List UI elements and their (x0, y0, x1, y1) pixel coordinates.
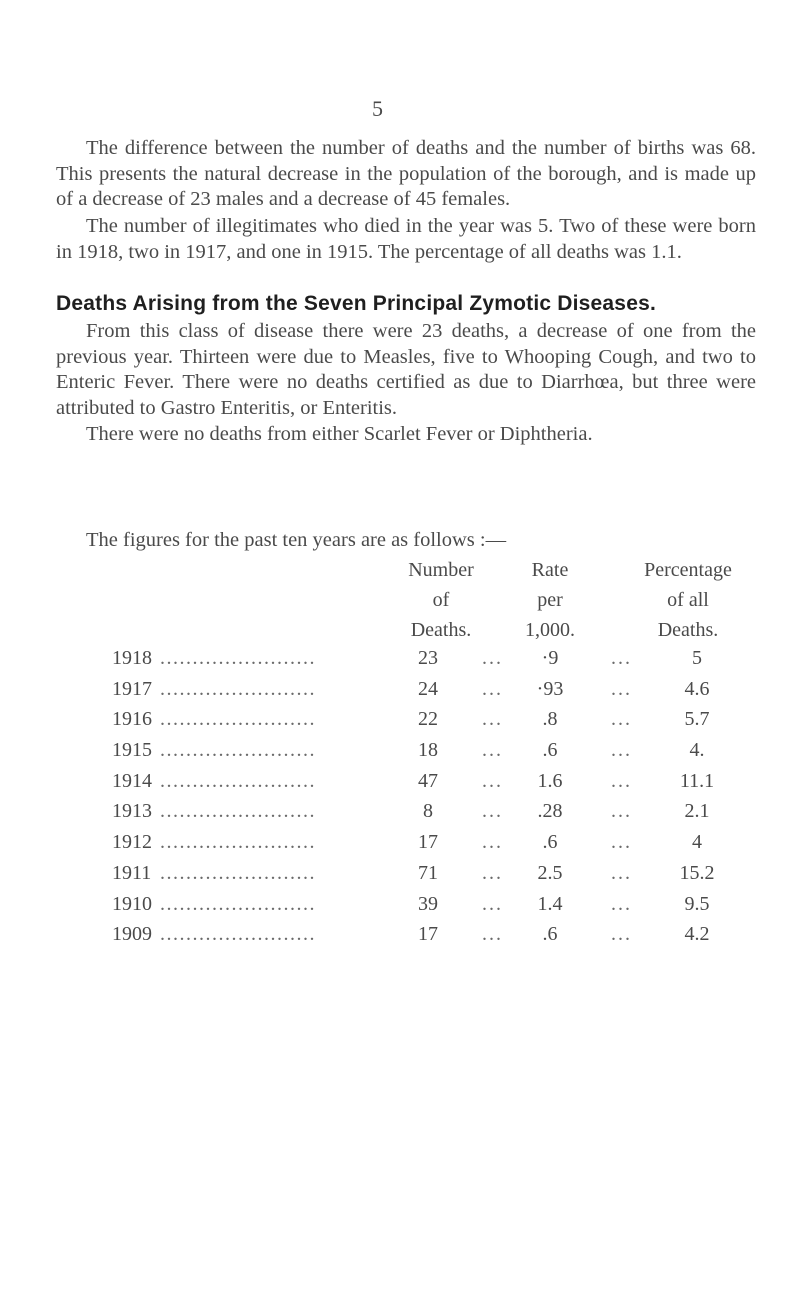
table-row (0, 862, 801, 893)
separator-dots: ... (482, 892, 503, 915)
separator-dots: ... (611, 831, 632, 854)
separator-dots: ... (482, 861, 503, 884)
table-row (0, 923, 801, 954)
separator-dots: ... (611, 923, 632, 946)
separator-dots: ... (482, 831, 503, 854)
column-header-number (386, 555, 496, 645)
number-cell: 22 (418, 708, 438, 731)
number-cell: 18 (418, 739, 438, 762)
rate-cell: ·9 (541, 647, 559, 669)
percentage-cell: 9.5 (684, 892, 710, 915)
year-cell: 1918 (112, 647, 152, 669)
separator-dots: ... (611, 647, 632, 669)
rate-cell: .6 (542, 923, 558, 946)
separator-dots: ... (611, 769, 632, 792)
year-cell: 1909 (112, 923, 152, 946)
number-cell: 17 (418, 831, 438, 854)
percentage-cell: 4.2 (684, 923, 710, 946)
year-cell: 1913 (112, 800, 152, 823)
separator-dots: ... (482, 708, 503, 731)
table-row (0, 831, 801, 862)
separator-dots: ... (611, 708, 632, 731)
leader-dots: ........................ (160, 647, 316, 669)
paragraph-text: There were no deaths from either Scarlet Fever or Diphtheria. (86, 423, 593, 445)
separator-dots: ... (482, 923, 503, 946)
leader-dots: ........................ (160, 831, 316, 854)
table-row (0, 708, 801, 739)
table-row (0, 770, 801, 801)
number-cell: 23 (418, 647, 438, 669)
column-header-percentage (618, 555, 758, 645)
separator-dots: ... (611, 861, 632, 884)
rate-cell: 1.6 (537, 769, 563, 792)
leader-dots: ........................ (160, 892, 316, 915)
rate-cell: .28 (537, 800, 563, 823)
leader-dots: ........................ (160, 769, 316, 792)
separator-dots: ... (611, 892, 632, 915)
rate-cell: .6 (542, 831, 558, 854)
number-cell: 8 (423, 800, 433, 823)
leader-dots: ........................ (160, 923, 316, 946)
table-row (0, 800, 801, 831)
year-cell: 1916 (112, 708, 152, 731)
leader-dots: ........................ (160, 739, 316, 762)
separator-dots: ... (482, 647, 503, 669)
table-intro (56, 528, 756, 554)
paragraph-text: The number of illegitimates who died in the year was 5. Two of these were born in 1918, two in 1917, and one in 1915. The percentage of all deaths was 1.1. (56, 215, 756, 263)
percentage-cell: 2.1 (684, 800, 710, 823)
deaths-table (0, 647, 801, 954)
separator-dots: ... (611, 739, 632, 762)
leader-dots: ........................ (160, 861, 316, 884)
paragraph-illegitimates (56, 214, 756, 265)
percentage-cell: 5.7 (684, 708, 710, 731)
paragraph-text: The figures for the past ten years are as follows :— (86, 529, 507, 551)
percentage-cell: 5 (692, 647, 702, 669)
percentage-cell: 15.2 (679, 861, 715, 884)
page-number: 5 (372, 96, 383, 121)
table-row (0, 893, 801, 924)
rate-cell: 1.4 (537, 892, 563, 915)
table-row (0, 739, 801, 770)
header-line: Rate (531, 559, 569, 581)
rate-cell: ·93 (536, 677, 564, 700)
leader-dots: ........................ (160, 800, 316, 823)
leader-dots: ........................ (160, 708, 316, 731)
percentage-cell: 11.1 (679, 769, 715, 792)
year-cell: 1910 (112, 892, 152, 915)
number-cell: 39 (418, 892, 438, 915)
paragraph-text: The difference between the number of deaths and the number of births was 68. This presents the natural decrease in the population of the borough, and is made up of a decrease of 23 males and a decrease of 45 females. (56, 137, 756, 210)
header-line: Deaths. (410, 619, 472, 641)
number-cell: 47 (418, 769, 438, 792)
year-cell: 1912 (112, 831, 152, 854)
separator-dots: ... (482, 800, 503, 823)
header-line: per (537, 589, 563, 611)
header-line: 1,000. (525, 619, 575, 641)
number-cell: 17 (418, 923, 438, 946)
column-header-rate (490, 555, 610, 645)
paragraph-text: From this class of disease there were 23 deaths, a decrease of one from the previous year. Thirteen were due to Measles, five to Whooping Cough, and two to Enteric Fever. There were no deaths certified as due to Diarrhœa, but three were attributed to Gastro Enteritis, or Enteritis. (56, 320, 756, 419)
header-line: of all (667, 589, 709, 611)
header-line: Number (408, 559, 474, 581)
rate-cell: .8 (542, 708, 558, 731)
percentage-cell: 4. (689, 739, 705, 762)
separator-dots: ... (482, 739, 503, 762)
paragraph-scarlet-fever (56, 422, 756, 448)
header-line: of (432, 589, 450, 611)
table-row (0, 678, 801, 709)
header-line: Deaths. (657, 619, 719, 641)
leader-dots: ........................ (160, 677, 316, 700)
paragraph-birth-death-difference (56, 136, 756, 213)
year-cell: 1917 (112, 677, 152, 700)
year-cell: 1915 (112, 739, 152, 762)
separator-dots: ... (611, 800, 632, 823)
year-cell: 1914 (112, 769, 152, 792)
table-row (0, 647, 801, 678)
header-line: Percentage (644, 559, 732, 581)
rate-cell: .6 (542, 739, 558, 762)
paragraph-zymotic-deaths (56, 319, 756, 421)
percentage-cell: 4 (692, 831, 702, 854)
section-heading: Deaths Arising from the Seven Principal Zymotic Diseases. (56, 292, 656, 315)
separator-dots: ... (482, 769, 503, 792)
separator-dots: ... (611, 677, 632, 700)
number-cell: 71 (418, 861, 438, 884)
percentage-cell: 4.6 (684, 677, 710, 700)
rate-cell: 2.5 (537, 861, 563, 884)
number-cell: 24 (418, 677, 438, 700)
separator-dots: ... (482, 677, 503, 700)
year-cell: 1911 (112, 861, 152, 884)
